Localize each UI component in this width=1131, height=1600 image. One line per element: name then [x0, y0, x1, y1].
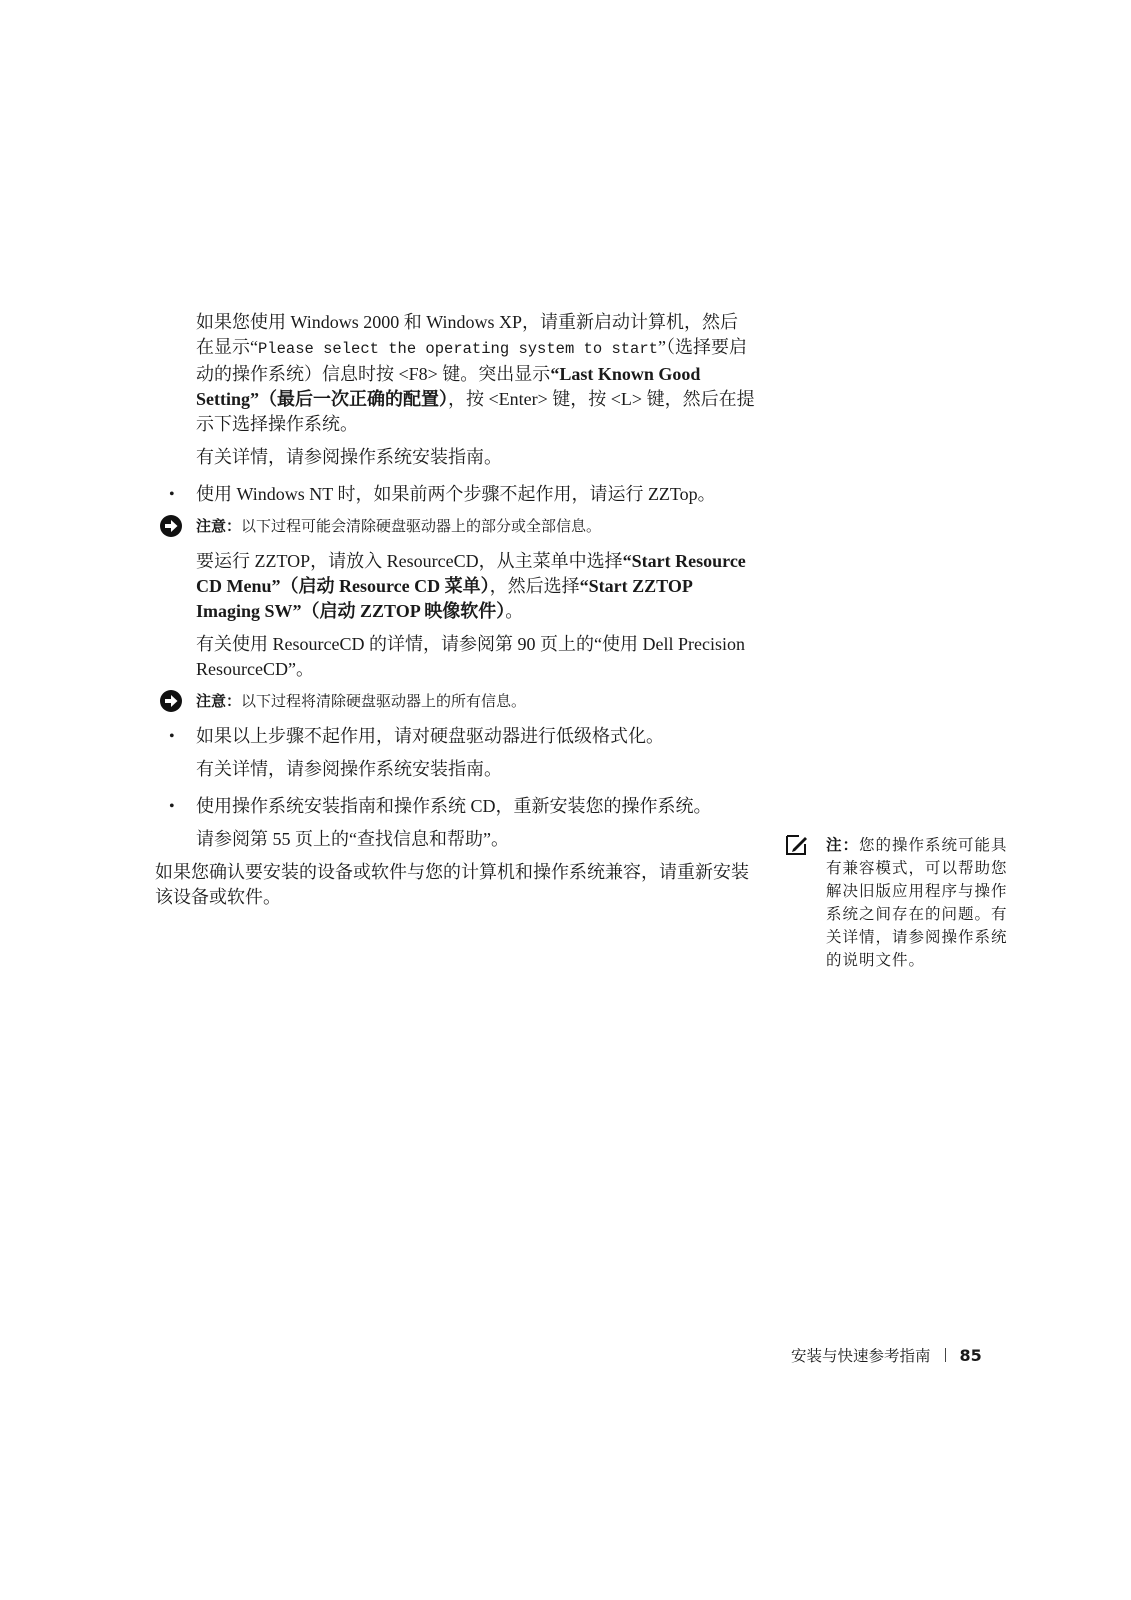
notice-label: 注意： [196, 692, 242, 710]
side-note-label: 注： [826, 836, 860, 854]
zztop-text-part1: 要运行 ZZTOP，请放入 ResourceCD，从主菜单中选择 [196, 551, 623, 571]
resourcecd-paragraph: 有关使用 ResourceCD 的详情，请参阅第 90 页上的“使用 Dell Precision ResourceCD”。 [196, 634, 745, 679]
os-guide-paragraph-2: 有关详情，请参阅操作系统安装指南。 [196, 759, 502, 779]
notice-text: 以下过程可能会清除硬盘驱动器上的部分或全部信息。 [241, 517, 602, 535]
bullet-glyph: • [169, 798, 175, 815]
notice-label: 注意： [196, 517, 242, 535]
bullet-item-format [169, 724, 756, 749]
notice-text: 以下过程将清除硬盘驱动器上的所有信息。 [241, 692, 527, 710]
bullet-glyph: • [169, 486, 175, 503]
restart-text-part1: 如果您使用 Windows 2000 和 Windows XP，请重新启动计算机，然后在显示“ [196, 312, 739, 357]
restart-text-part3: ，按 <Enter> 键，按 <L> 键，然后在提示下选择操作系统。 [196, 389, 755, 434]
bullet-item-reinstall [169, 794, 756, 819]
boot-prompt-message: Please select the operating system to start [258, 340, 658, 358]
footer-title: 安装与快速参考指南 [791, 1347, 931, 1365]
bullet-text: 使用 Windows NT 时，如果前两个步骤不起作用，请运行 ZZTop。 [196, 484, 716, 504]
side-note-body [826, 834, 1011, 972]
page-number: 85 [959, 1346, 982, 1365]
notice-2 [196, 690, 756, 712]
page-footer [791, 1344, 982, 1366]
notice-arrow-icon [159, 689, 183, 713]
bullet-text: 使用操作系统安装指南和操作系统 CD，重新安装您的操作系统。 [196, 796, 712, 816]
notice-arrow-icon [159, 514, 183, 538]
reinstall-device-paragraph: 如果您确认要安装的设备或软件与您的计算机和操作系统兼容，请重新安装该设备或软件。 [155, 862, 749, 907]
last-known-good-setting: “Last Known Good Setting”（最后一次正确的配置） [196, 364, 701, 409]
notice-1 [196, 515, 756, 537]
start-zztop-imaging: “Start ZZTOP Imaging SW”（启动 ZZTOP 映像软件） [196, 576, 692, 621]
bullet-glyph: • [169, 728, 175, 745]
os-guide-paragraph: 有关详情，请参阅操作系统安装指南。 [196, 447, 502, 467]
start-resource-cd-menu: “Start Resource CD Menu”（启动 Resource CD 菜单） [196, 551, 746, 596]
bullet-text: 如果以上步骤不起作用，请对硬盘驱动器进行低级格式化。 [196, 726, 664, 746]
pencil-note-icon [785, 834, 809, 856]
footer-separator [945, 1348, 946, 1362]
bullet-item-zztop [169, 482, 756, 507]
zztop-text-part2: ，然后选择 [489, 576, 580, 596]
restart-text-part2: ”（选择要启动的操作系统）信息时按 <F8> 键。突出显示 [196, 337, 747, 384]
restart-paragraph [196, 310, 756, 437]
side-note [791, 834, 1011, 972]
zztop-text-part3: 。 [505, 601, 524, 621]
main-content [155, 310, 756, 910]
zztop-paragraph [196, 549, 756, 624]
side-note-text: 您的操作系统可能具有兼容模式，可以帮助您解决旧版应用程序与操作系统之间存在的问题。有关详情，请参阅操作系统的说明文件。 [826, 836, 1008, 969]
help-reference-paragraph: 请参阅第 55 页上的“查找信息和帮助”。 [196, 829, 509, 849]
